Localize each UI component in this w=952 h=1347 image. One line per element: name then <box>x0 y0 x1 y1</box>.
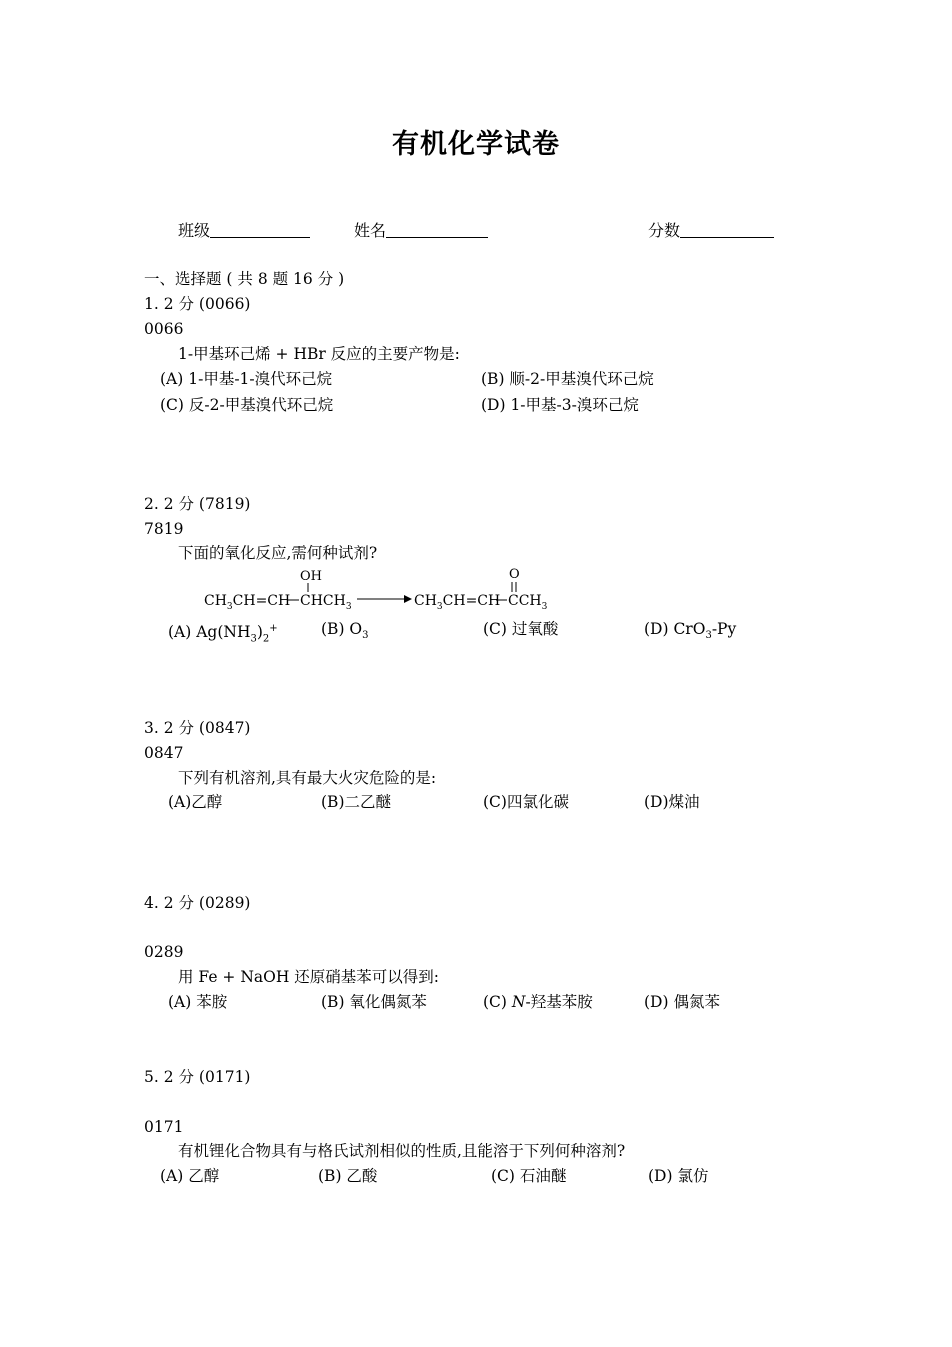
q2-option-c[interactable]: (C) 过氧酸 <box>483 620 559 638</box>
reaction-arrow-head <box>404 595 412 603</box>
q4-header: 4. 2 分 (0289) <box>144 894 251 912</box>
q4-option-b[interactable]: (B) 氧化偶氮苯 <box>321 993 427 1011</box>
name-blank[interactable] <box>386 221 488 238</box>
q2-option-a[interactable]: (A) $Ag(NH_3)_2^+$ <box>168 623 278 645</box>
product-o-label: O <box>509 567 520 582</box>
q1-prompt: 1-甲基环己烯 + HBr 反应的主要产物是: <box>178 345 460 363</box>
q5-prompt: 有机锂化合物具有与格氏试剂相似的性质,且能溶于下列何种溶剂? <box>178 1142 626 1160</box>
q5-header: 5. 2 分 (0171) <box>144 1068 251 1086</box>
oxidation-reaction-diagram <box>200 562 620 618</box>
q2-option-b[interactable]: (B) $O_3$ <box>321 620 369 642</box>
q1-option-d[interactable]: (D) 1-甲基-3-溴环己烷 <box>481 396 639 414</box>
name-label: 姓名 <box>354 221 387 240</box>
q4-prompt: 用 Fe + NaOH 还原硝基苯可以得到: <box>178 968 440 986</box>
q5-option-d[interactable]: (D) 氯仿 <box>648 1167 709 1185</box>
product-end-group: $CCH_3$ <box>508 593 548 612</box>
score-label: 分数 <box>648 221 681 240</box>
q3-prompt: 下列有机溶剂,具有最大火灾危险的是: <box>178 769 437 787</box>
q3-option-a[interactable]: (A)乙醇 <box>168 793 223 811</box>
reactant-formula: $CH_3CH=CH$ <box>204 593 291 612</box>
q2-option-d[interactable]: (D) CrO$_3$-Py <box>644 620 737 642</box>
q1-option-b[interactable]: (B) 顺-2-甲基溴代环己烷 <box>481 370 654 388</box>
q3-option-d[interactable]: (D)煤油 <box>644 793 700 811</box>
class-label: 班级 <box>178 221 211 240</box>
reactant-end-group: $CHCH_3$ <box>300 593 352 612</box>
q3-option-c[interactable]: (C)四氯化碳 <box>483 793 569 811</box>
q1-option-a[interactable]: (A) 1-甲基-1-溴代环己烷 <box>160 370 333 388</box>
score-field <box>648 218 774 241</box>
class-field <box>178 218 310 241</box>
section-heading: 一、选择题 ( 共 8 题 16 分 ) <box>144 270 345 288</box>
q4-option-c[interactable]: (C) N-羟基苯胺 <box>483 993 593 1011</box>
q5-option-a[interactable]: (A) 乙醇 <box>160 1167 220 1185</box>
q1-code: 0066 <box>144 320 184 338</box>
q4-option-d[interactable]: (D) 偶氮苯 <box>644 993 720 1011</box>
q4-code: 0289 <box>144 943 184 961</box>
page-title: 有机化学试卷 <box>392 129 560 160</box>
q5-option-c[interactable]: (C) 石油醚 <box>491 1167 567 1185</box>
q3-header: 3. 2 分 (0847) <box>144 719 251 737</box>
class-blank[interactable] <box>210 221 310 238</box>
q2-code: 7819 <box>144 520 184 538</box>
q5-code: 0171 <box>144 1118 184 1136</box>
q4-option-a[interactable]: (A) 苯胺 <box>168 993 228 1011</box>
q1-option-c[interactable]: (C) 反-2-甲基溴代环己烷 <box>160 396 334 414</box>
q3-option-b[interactable]: (B)二乙醚 <box>321 793 391 811</box>
q3-code: 0847 <box>144 744 184 762</box>
product-formula: $CH_3CH=CH$ <box>414 593 501 612</box>
q2-header: 2. 2 分 (7819) <box>144 495 251 513</box>
score-blank[interactable] <box>680 221 774 238</box>
name-field <box>354 218 488 241</box>
q5-option-b[interactable]: (B) 乙酸 <box>318 1167 378 1185</box>
q2-prompt: 下面的氧化反应,需何种试剂? <box>178 544 378 562</box>
q1-header: 1. 2 分 (0066) <box>144 295 251 313</box>
reactant-oh-label: OH <box>300 569 322 584</box>
